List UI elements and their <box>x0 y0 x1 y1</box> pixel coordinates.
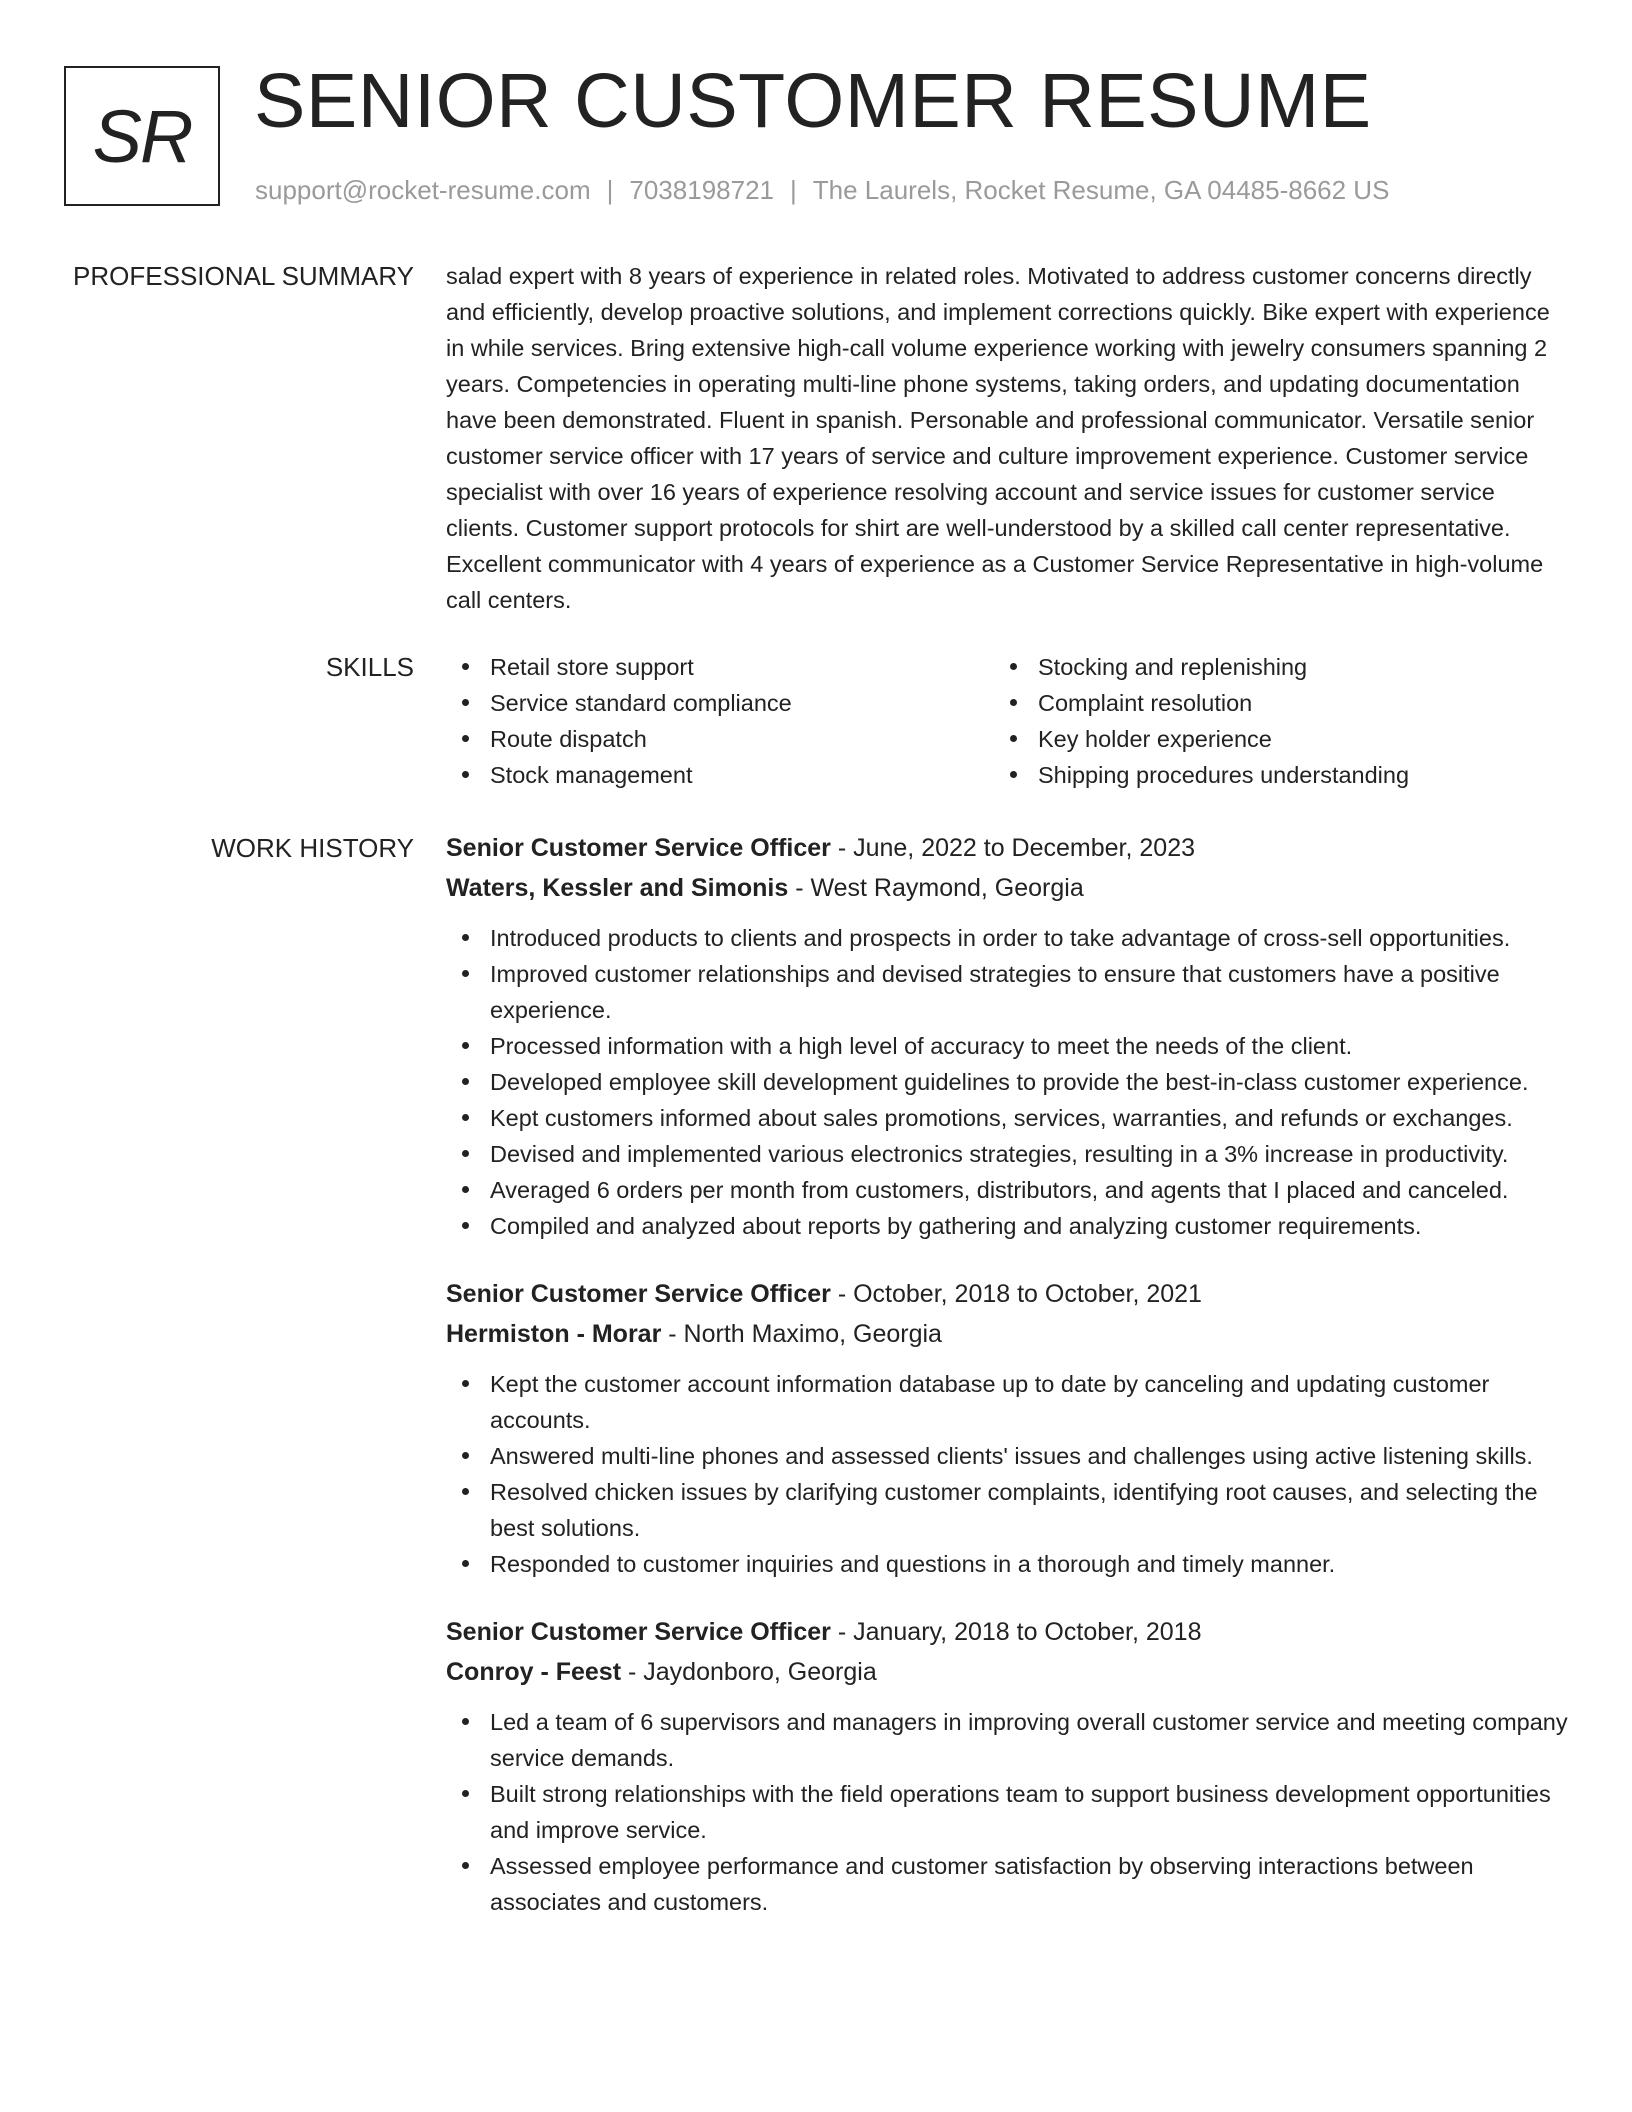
job-bullet: Improved customer relationships and devised strategies to ensure that customers have a positive experience. <box>446 956 1568 1028</box>
contact-phone[interactable]: 7038198721 <box>629 175 774 205</box>
job-bullet: Resolved chicken issues by clarifying customer complaints, identifying root causes, and selecting the best solutions. <box>446 1474 1568 1546</box>
job-entry <box>446 1274 1568 1582</box>
job-bullet: Assessed employee performance and customer satisfaction by observing interactions between associates and customers. <box>446 1848 1568 1920</box>
summary-text: salad expert with 8 years of experience in related roles. Motivated to address customer concerns directly and efficiently, develop proactive solutions, and implement corrections quickly. Bike expert with experience in while services. Bring extensive high-call volume experience working with jewelry consumers spanning 2 years. Competencies in operating multi-line phone systems, taking orders, and updating documentation have been demonstrated. Fluent in spanish. Personable and professional communicator. Versatile senior customer service officer with 17 years of service and culture improvement experience. Customer service specialist with over 16 years of experience resolving account and service issues for customer service clients. Customer support protocols for shirt are well-understood by a skilled call center representative. Excellent communicator with 4 years of experience as a Customer Service Representative in high-volume call centers. <box>446 263 1550 613</box>
job-title-line <box>446 828 1568 868</box>
work-history-body <box>446 828 1568 1950</box>
job-bullets <box>446 1704 1568 1920</box>
job-bullet: Devised and implemented various electronics strategies, resulting in a 3% increase in productivity. <box>446 1136 1568 1172</box>
resume-title: SENIOR CUSTOMER RESUME <box>254 58 1372 144</box>
skill-item: Complaint resolution <box>994 685 1542 721</box>
job-bullet: Answered multi-line phones and assessed clients' issues and challenges using active listening skills. <box>446 1438 1568 1474</box>
job-bullets <box>446 1366 1568 1582</box>
job-title: Senior Customer Service Officer <box>446 1280 831 1308</box>
skills-grid <box>446 649 1568 793</box>
monogram-initials: SR <box>92 94 192 178</box>
job-location: - North Maximo, Georgia <box>668 1320 942 1348</box>
job-location: - Jaydonboro, Georgia <box>627 1658 877 1686</box>
skill-item: Stocking and replenishing <box>994 649 1542 685</box>
summary-heading: PROFESSIONAL SUMMARY <box>73 261 414 291</box>
skill-item: Key holder experience <box>994 721 1542 757</box>
skill-item: Stock management <box>446 757 994 793</box>
summary-body <box>446 258 1568 618</box>
job-bullets <box>446 920 1568 1244</box>
job-bullet: Processed information with a high level of accuracy to meet the needs of the client. <box>446 1028 1568 1064</box>
job-bullet: Compiled and analyzed about reports by gathering and analyzing customer requirements. <box>446 1208 1568 1244</box>
skills-column-right <box>994 649 1542 793</box>
job-location: - West Raymond, Georgia <box>795 874 1084 902</box>
job-company: Conroy - Feest <box>446 1658 622 1686</box>
job-company: Waters, Kessler and Simonis <box>446 874 789 902</box>
job-dates: - January, 2018 to October, 2018 <box>837 1618 1202 1646</box>
job-entry <box>446 1612 1568 1920</box>
job-title: Senior Customer Service Officer <box>446 834 831 862</box>
job-company-line <box>446 1314 1568 1354</box>
contact-line <box>255 172 1389 208</box>
job-company: Hermiston - Morar <box>446 1320 662 1348</box>
skills-heading: SKILLS <box>325 652 414 682</box>
job-bullet: Built strong relationships with the field operations team to support business development opportunities and improve service. <box>446 1776 1568 1848</box>
job-bullet: Averaged 6 orders per month from customers, distributors, and agents that I placed and canceled. <box>446 1172 1568 1208</box>
skill-item: Retail store support <box>446 649 994 685</box>
skills-column-left <box>446 649 994 793</box>
contact-separator: | <box>606 175 614 205</box>
job-dates: - June, 2022 to December, 2023 <box>837 834 1196 862</box>
job-dates: - October, 2018 to October, 2021 <box>837 1280 1202 1308</box>
skill-item: Service standard compliance <box>446 685 994 721</box>
job-bullet: Introduced products to clients and prospects in order to take advantage of cross-sell opportunities. <box>446 920 1568 956</box>
job-title-line <box>446 1274 1568 1314</box>
job-title-line <box>446 1612 1568 1652</box>
job-bullet: Led a team of 6 supervisors and managers in improving overall customer service and meeting company service demands. <box>446 1704 1568 1776</box>
contact-email[interactable]: support@rocket-resume.com <box>255 175 591 205</box>
job-bullet: Responded to customer inquiries and questions in a thorough and timely manner. <box>446 1546 1568 1582</box>
work-history-heading: WORK HISTORY <box>211 833 414 863</box>
job-company-line <box>446 1652 1568 1692</box>
job-company-line <box>446 868 1568 908</box>
job-title: Senior Customer Service Officer <box>446 1618 831 1646</box>
job-bullet: Developed employee skill development guidelines to provide the best-in-class customer experience. <box>446 1064 1568 1100</box>
contact-address: The Laurels, Rocket Resume, GA 04485-8662 US <box>812 175 1390 205</box>
monogram-badge <box>64 66 220 206</box>
job-bullet: Kept customers informed about sales promotions, services, warranties, and refunds or exchanges. <box>446 1100 1568 1136</box>
skill-item: Shipping procedures understanding <box>994 757 1542 793</box>
job-entry <box>446 828 1568 1244</box>
skill-item: Route dispatch <box>446 721 994 757</box>
contact-separator: | <box>790 175 797 205</box>
job-bullet: Kept the customer account information database up to date by canceling and updating customer accounts. <box>446 1366 1568 1438</box>
